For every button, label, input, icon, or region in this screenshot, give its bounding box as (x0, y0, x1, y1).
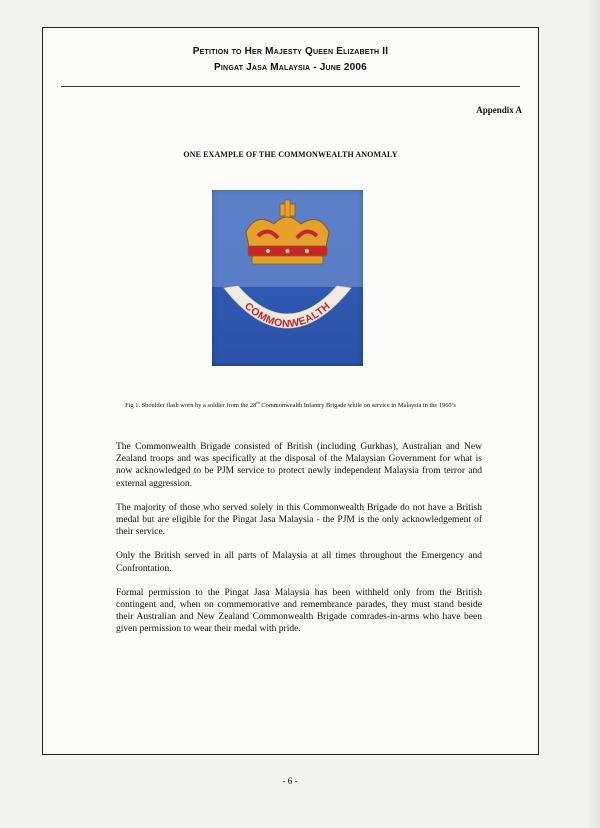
crown-emblem-icon (246, 200, 329, 264)
caption-superscript: th (256, 400, 260, 405)
commonwealth-scroll (224, 286, 351, 330)
section-title: ONE EXAMPLE OF THE COMMONWEALTH ANOMALY (183, 150, 398, 159)
appendix-label: Appendix A (476, 105, 522, 115)
body-text (116, 441, 482, 648)
shoulder-flash-graphic (212, 190, 363, 366)
header-title-line: Petition to Her Majesty Queen Elizabeth II (192, 46, 389, 57)
scroll-label: COMMONWEALTH (242, 300, 333, 331)
paragraph-british-service: Only the British served in all parts of Malaysia at all times throughout the Emergency and Confrontation. (116, 551, 482, 574)
caption-text: Fig 1. Shoulder flash worn by a soldier from the 28 (125, 402, 257, 410)
paragraph-formal-permission: Formal permission to the Pingat Jasa Malaysia has been withheld only from the British contingent and, when on commemorative and remembrance parades, they must stand beside their Australian and New Zealand Commonwealth Brigade comrades-in-arms who have been given permission to wear their medal with pride. (116, 587, 482, 635)
page-number: - 6 - (282, 776, 298, 786)
header-divider (61, 86, 520, 87)
document-header (43, 44, 538, 76)
caption-text-end: Commonwealth Infantry Brigade while on service in Malaysia in the 1960’s (259, 402, 456, 410)
page-edge-shadow (586, 0, 600, 828)
page-border (42, 27, 539, 755)
paragraph-brigade-composition: The Commonwealth Brigade consisted of British (including Gurkhas), Australian and New Zealand troops and was specifically at the disposal of the Malaysian Government for what is now acknowledged to be PJM service to protect newly independent Malaysia from terror and external aggression. (116, 442, 482, 489)
header-subtitle-line: Pingat Jasa Malaysia - June 2006 (214, 62, 367, 73)
paragraph-majority-served: The majority of those who served solely in this Commonwealth Brigade do not have a British medal but are eligible for the Pingat Jasa Malaysia - the PJM is the only acknowledgement of their service. (116, 502, 482, 538)
shoulder-flash-image (212, 190, 363, 366)
figure-caption (47, 400, 534, 409)
